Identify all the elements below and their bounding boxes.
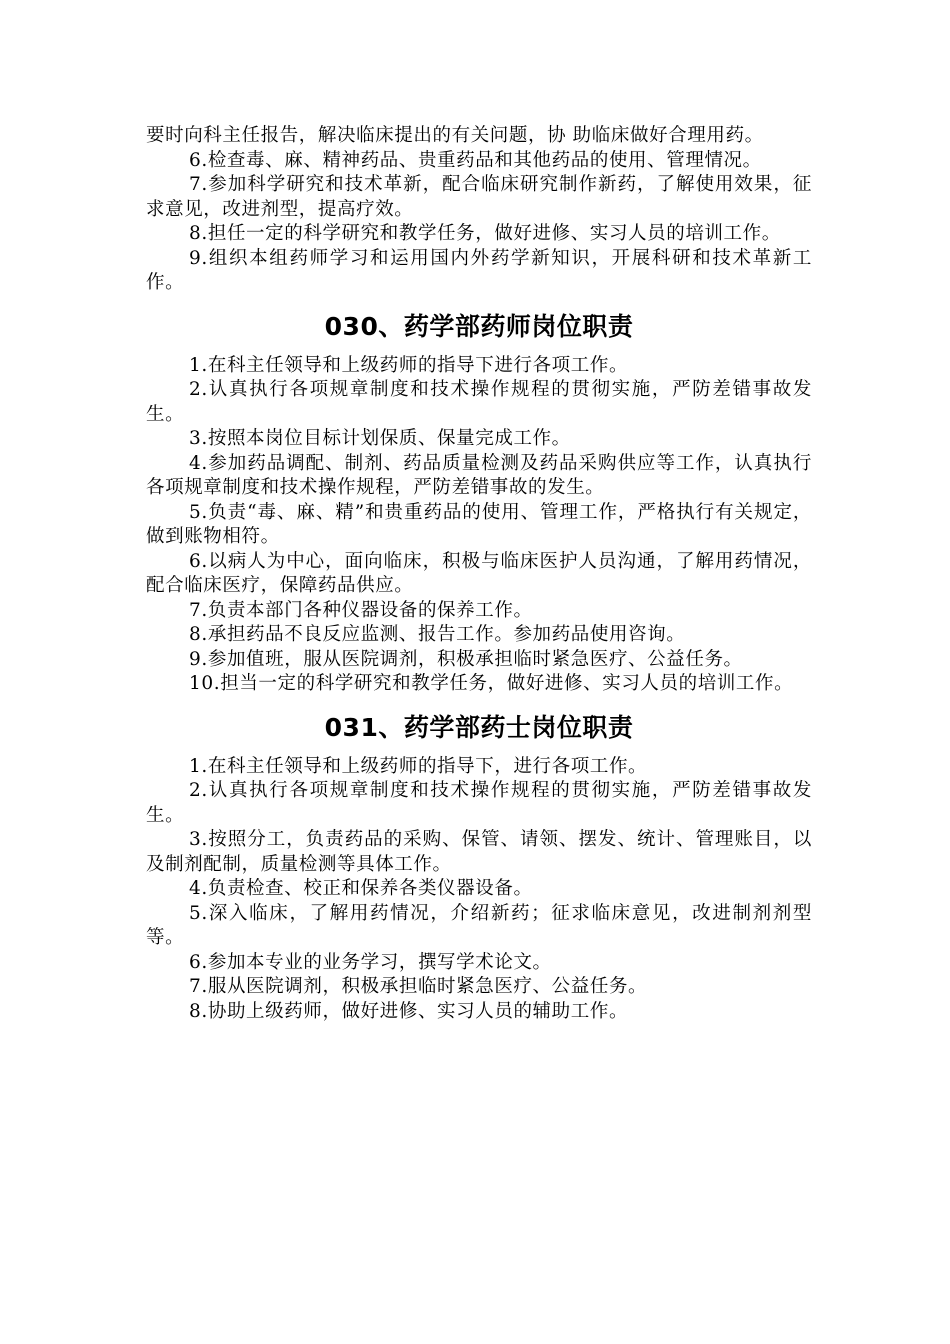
- list-item: 6.检查毒、麻、精神药品、贵重药品和其他药品的使用、管理情况。: [189, 149, 762, 171]
- list-item: 6.以病人为中心，面向临床，积极与临床医护人员沟通，了解用药情况，配合临床医疗，保障药品供应。: [146, 550, 812, 596]
- list-item: 10.担当一定的科学研究和教学任务，做好进修、实习人员的培训工作。: [189, 673, 794, 694]
- list-item: 3.按照分工，负责药品的采购、保管、请领、摆发、统计、管理账目，以及制剂配制，质量检测等具体工作。: [146, 829, 812, 875]
- list-item: 4.负责检查、校正和保养各类仪器设备。: [189, 878, 533, 899]
- list-item: 5.深入临床，了解用药情况，介绍新药；征求临床意见，改进制剂剂型等。: [146, 902, 812, 948]
- intro-continuation: 要时向科主任报告，解决临床提出的有关问题，协 助临床做好合理用药。: [146, 125, 764, 146]
- list-item: 7.负责本部门各种仪器设备的保养工作。: [189, 599, 533, 621]
- intro-section: [146, 124, 812, 296]
- list-item: 6.参加本专业的业务学习，撰写学术论文。: [189, 951, 552, 973]
- list-item: 5.负责“毒、麻、精”和贵重药品的使用、管理工作，严格执行有关规定，做到账物相符。: [146, 501, 812, 547]
- section-031: [146, 711, 812, 1025]
- list-item: 1.在科主任领导和上级药师的指导下，进行各项工作。: [189, 755, 648, 777]
- list-item: 3.按照本岗位目标计划保质、保量完成工作。: [189, 428, 571, 449]
- list-item: 8.担任一定的科学研究和教学任务，做好进修、实习人员的培训工作。: [189, 223, 781, 244]
- list-item: 8.协助上级药师，做好进修、实习人员的辅助工作。: [189, 1000, 629, 1022]
- list-item: 1.在科主任领导和上级药师的指导下进行各项工作。: [189, 354, 629, 376]
- section-title-030: 030、药学部药师岗位职责: [324, 311, 634, 341]
- section-030: [146, 310, 812, 697]
- list-item: 9.组织本组药师学习和运用国内外药学新知识，开展科研和技术革新工作。: [146, 247, 812, 293]
- document-page: [146, 124, 812, 1024]
- list-item: 7.参加科学研究和技术革新，配合临床研究制作新药，了解使用效果，征求意见，改进剂型，提高疗效。: [146, 174, 812, 220]
- list-item: 9.参加值班，服从医院调剂，积极承担临时紧急医疗、公益任务。: [189, 648, 743, 670]
- list-item: 8.承担药品不良反应监测、报告工作。参加药品使用咨询。: [189, 624, 686, 645]
- list-item: 7.服从医院调剂，积极承担临时紧急医疗、公益任务。: [189, 976, 648, 997]
- list-item: 2.认真执行各项规章制度和技术操作规程的贯彻实施，严防差错事故发生。: [146, 379, 812, 425]
- list-item: 4.参加药品调配、制剂、药品质量检测及药品采购供应等工作，认真执行各项规章制度和技术操作规程，严防差错事故的发生。: [146, 452, 812, 498]
- list-item: 2.认真执行各项规章制度和技术操作规程的贯彻实施，严防差错事故发生。: [146, 780, 812, 826]
- section-title-031: 031、药学部药士岗位职责: [324, 712, 634, 742]
